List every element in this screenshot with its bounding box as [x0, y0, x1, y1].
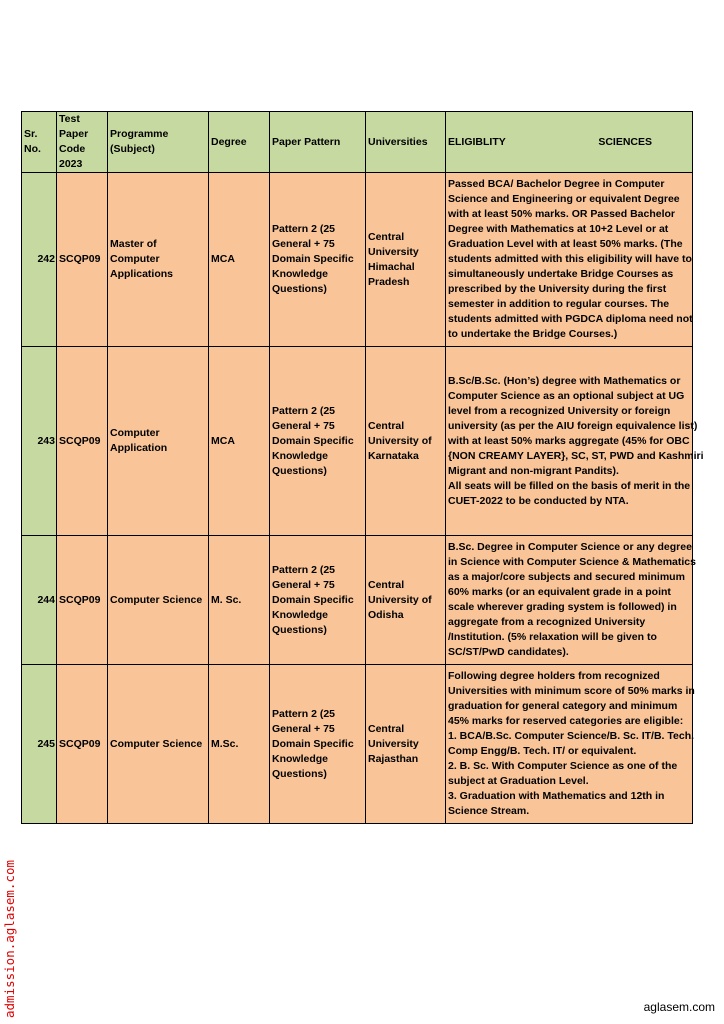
header-code-line: 2023: [59, 158, 83, 170]
programme-line: Computer Science: [110, 593, 203, 606]
university-line: Karnataka: [368, 449, 419, 462]
programme-cell: [108, 347, 209, 536]
pattern-cell: [270, 347, 366, 536]
header-sciences-label: SCIENCES: [598, 135, 652, 148]
eligibility-line: prescribed by the University during the first: [448, 283, 667, 295]
eligibility-cell: [446, 536, 696, 665]
eligibility-line: B.Sc. Degree in Computer Science or any degree: [448, 541, 692, 553]
eligibility-line: Passed BCA/ Bachelor Degree in Computer: [448, 178, 665, 190]
eligibility-line: {NON CREAMY LAYER}, SC, ST, PWD and Kashmiri: [448, 449, 704, 462]
university-cell: [366, 536, 446, 665]
pattern-line: Questions): [272, 767, 327, 780]
eligibility-line: Comp Engg/B. Tech. IT/ or equivalent.: [448, 745, 637, 757]
pattern-line: Questions): [272, 283, 327, 295]
university-cell: [366, 347, 446, 536]
programme-cell: [108, 173, 209, 347]
programme-cell: [108, 665, 209, 824]
pattern-line: Domain Specific: [272, 737, 354, 750]
table-row: [22, 173, 693, 347]
paper-code-cell: SCQP09: [57, 347, 108, 536]
sr-no-cell: 244: [22, 536, 57, 665]
university-cell: [366, 665, 446, 824]
header-code-line: Test: [59, 113, 80, 125]
university-line: University of: [368, 434, 432, 447]
header-test-paper-code: [57, 112, 108, 173]
eligibility-line: simultaneously undertake Bridge Courses as: [448, 268, 674, 280]
eligibility-table-wrapper: [21, 111, 704, 824]
eligibility-line: Following degree holders from recognized: [448, 670, 660, 682]
pattern-line: General + 75: [272, 419, 335, 432]
eligibility-cell: [446, 665, 693, 824]
eligibility-line: scale wherever grading system is followed) in: [448, 601, 677, 613]
pattern-line: Pattern 2 (25: [272, 223, 336, 235]
university-line: Central: [368, 578, 405, 591]
university-line: Central: [368, 419, 405, 432]
programme-line: Computer: [110, 253, 160, 265]
eligibility-line: graduation for general category and minimum: [448, 700, 678, 712]
eligibility-line: students admitted with PGDCA diploma need not: [448, 313, 693, 325]
programme-line: Applications: [110, 268, 174, 280]
degree-cell: M. Sc.: [209, 536, 270, 665]
header-sr-line: No.: [24, 143, 41, 155]
pattern-line: Pattern 2 (25: [272, 404, 336, 417]
eligibility-line: level from a recognized University or foreign: [448, 404, 671, 417]
eligibility-line: university (as per the AIU foreign equivalence list): [448, 419, 698, 432]
pattern-line: Domain Specific: [272, 434, 354, 447]
sr-no-cell: 243: [22, 347, 57, 536]
university-line: University: [368, 245, 419, 258]
header-degree: Degree: [209, 112, 270, 173]
pattern-line: Knowledge: [272, 752, 329, 765]
university-line: Pradesh: [368, 275, 410, 288]
programme-line: Computer: [110, 427, 160, 439]
eligibility-line: Universities with minimum score of 50% marks in: [448, 685, 695, 697]
eligibility-line: 3. Graduation with Mathematics and 12th in: [448, 790, 665, 802]
eligibility-line: Science Stream.: [448, 805, 530, 817]
eligibility-line: SC/ST/PwD candidates).: [448, 646, 569, 658]
eligibility-line: students admitted with this eligibility will have to: [448, 253, 692, 265]
eligibility-cell: [446, 173, 693, 347]
pattern-line: Questions): [272, 464, 327, 477]
side-watermark: admission.aglasem.com: [2, 859, 17, 1018]
eligibility-line: subject at Graduation Level.: [448, 775, 589, 787]
table-row: [22, 536, 693, 665]
eligibility-line: All seats will be filled on the basis of merit in the: [448, 479, 691, 492]
table-row: [22, 347, 693, 536]
paper-code-cell: SCQP09: [57, 665, 108, 824]
eligibility-line: Science and Engineering or equivalent Degree: [448, 193, 680, 205]
pattern-line: Pattern 2 (25: [272, 707, 336, 720]
university-line: Central: [368, 722, 405, 735]
eligibility-line: /Institution. (5% relaxation will be given to: [448, 631, 657, 643]
pattern-line: Domain Specific: [272, 253, 354, 265]
header-paper-pattern: Paper Pattern: [270, 112, 366, 173]
eligibility-line: in Science with Computer Science & Mathematics: [448, 556, 696, 568]
programme-line: Application: [110, 442, 168, 454]
degree-cell: MCA: [209, 173, 270, 347]
pattern-cell: [270, 665, 366, 824]
pattern-line: Pattern 2 (25: [272, 563, 336, 576]
header-programme: [108, 112, 209, 173]
eligibility-line: with at least 50% marks. OR Passed Bachelor: [448, 208, 676, 220]
pattern-line: General + 75: [272, 722, 335, 735]
table-row: [22, 665, 693, 824]
eligibility-line: Computer Science as an optional subject at UG: [448, 389, 685, 402]
university-cell: [366, 173, 446, 347]
university-line: University of: [368, 593, 432, 606]
degree-cell: MCA: [209, 347, 270, 536]
university-line: University: [368, 737, 419, 750]
pattern-cell: [270, 173, 366, 347]
eligibility-line: with at least 50% marks aggregate (45% for OBC: [448, 434, 690, 447]
bottom-watermark: aglasem.com: [643, 1000, 715, 1014]
pattern-line: Questions): [272, 623, 327, 636]
header-row: [22, 112, 693, 173]
header-programme-line: Programme: [110, 128, 169, 140]
programme-cell: [108, 536, 209, 665]
eligibility-cell: [446, 347, 704, 536]
pattern-line: General + 75: [272, 578, 335, 591]
university-line: Odisha: [368, 608, 404, 621]
pattern-cell: [270, 536, 366, 665]
eligibility-line: 60% marks (or an equivalent grade in a point: [448, 586, 671, 598]
pattern-line: Domain Specific: [272, 593, 354, 606]
eligibility-table: [21, 111, 704, 824]
eligibility-line: to undertake the Bridge Courses.): [448, 328, 618, 340]
header-universities: Universities: [366, 112, 446, 173]
eligibility-line: semester in addition to regular courses. The: [448, 298, 670, 310]
eligibility-line: B.Sc/B.Sc. (Hon’s) degree with Mathematics or: [448, 374, 681, 387]
eligibility-line: as a major/core subjects and secured minimum: [448, 571, 685, 583]
header-eligibility: [446, 112, 693, 173]
degree-cell: M.Sc.: [209, 665, 270, 824]
university-line: Himachal: [368, 260, 415, 273]
sr-no-cell: 245: [22, 665, 57, 824]
header-programme-line: (Subject): [110, 143, 155, 155]
eligibility-line: aggregate from a recognized University: [448, 616, 646, 628]
pattern-line: Knowledge: [272, 608, 329, 621]
pattern-line: Knowledge: [272, 268, 329, 280]
eligibility-line: 45% marks for reserved categories are eligible:: [448, 715, 684, 727]
pattern-line: Knowledge: [272, 449, 329, 462]
header-code-line: Paper: [59, 128, 89, 140]
sr-no-cell: 242: [22, 173, 57, 347]
header-sr-line: Sr.: [24, 128, 38, 140]
university-line: Central: [368, 230, 405, 243]
programme-line: Computer Science: [110, 737, 203, 750]
eligibility-line: Degree with Mathematics at 10+2 Level or at: [448, 223, 669, 235]
header-eligibility-label: ELIGIBLITY: [448, 135, 506, 148]
paper-code-cell: SCQP09: [57, 536, 108, 665]
eligibility-line: 1. BCA/B.Sc. Computer Science/B. Sc. IT/B. Tech.: [448, 730, 695, 742]
header-sr-no: [22, 112, 57, 173]
programme-line: Master of: [110, 238, 157, 250]
eligibility-line: CUET-2022 to be conducted by NTA.: [448, 494, 629, 507]
header-eligibility-inner: [448, 135, 690, 150]
eligibility-line: Graduation Level with at least 50% marks. (The: [448, 238, 683, 250]
university-line: Rajasthan: [368, 752, 419, 765]
header-code-line: Code: [59, 143, 86, 155]
paper-code-cell: SCQP09: [57, 173, 108, 347]
eligibility-line: Migrant and non-migrant Pandits).: [448, 464, 619, 477]
eligibility-line: 2. B. Sc. With Computer Science as one of the: [448, 760, 678, 772]
pattern-line: General + 75: [272, 238, 335, 250]
